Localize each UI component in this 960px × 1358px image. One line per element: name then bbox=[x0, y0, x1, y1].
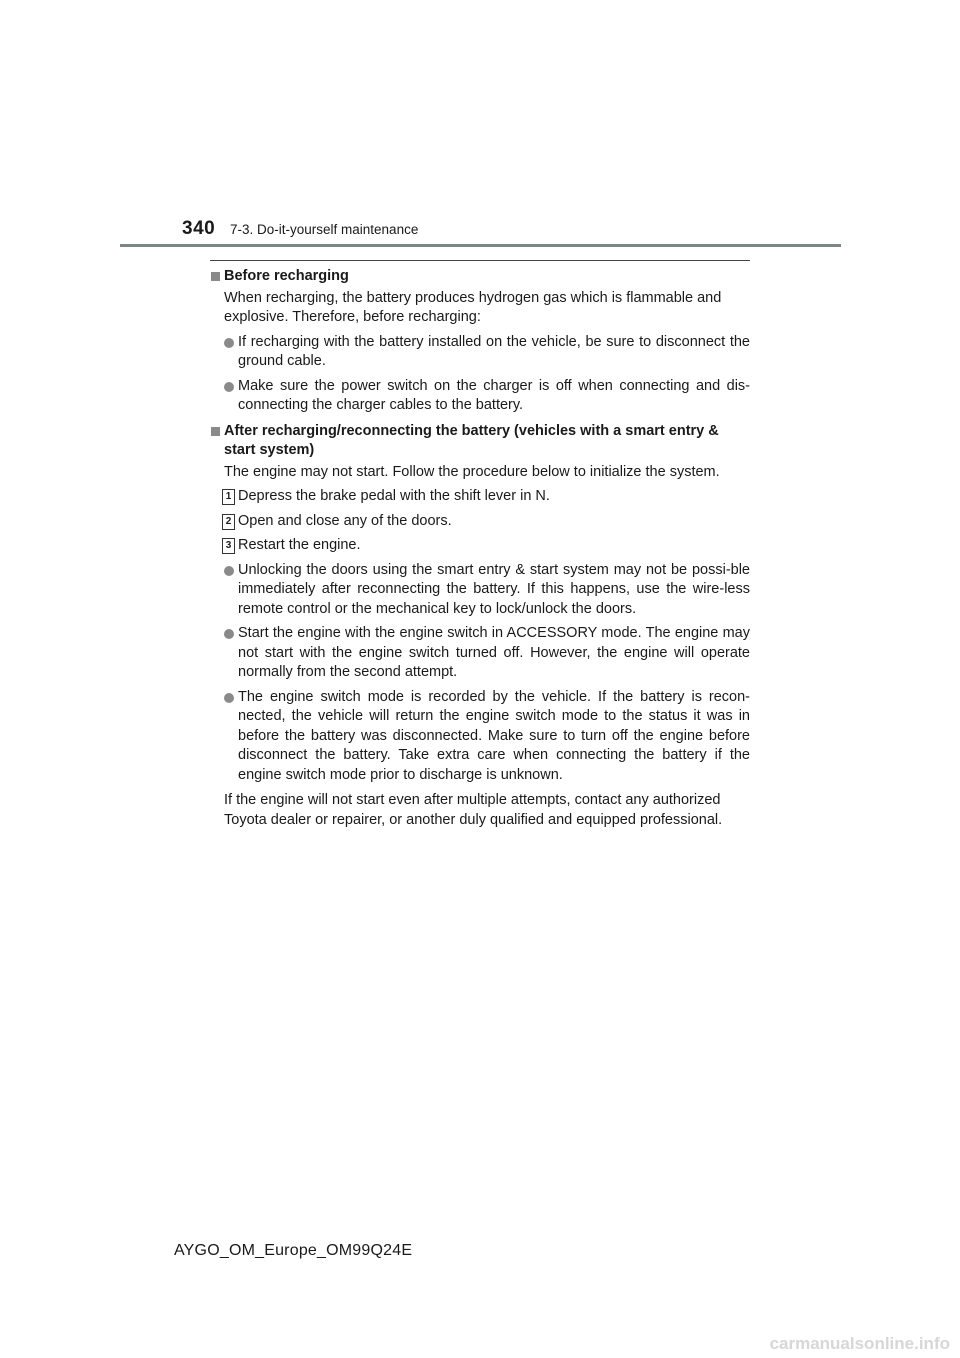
step-number-badge: 3 bbox=[222, 538, 235, 554]
section-heading-text: After recharging/reconnecting the battery (vehicles with a smart entry & start system) bbox=[224, 422, 719, 458]
list-item-text: If recharging with the battery installed on the vehicle, be sure to disconnect the ground cable. bbox=[238, 333, 750, 369]
page-content bbox=[210, 260, 750, 830]
circle-bullet-icon bbox=[224, 693, 234, 703]
list-item-text: Start the engine with the engine switch in ACCESSORY mode. The engine may not start with the engine switch turned off. However, the engine will operate normally from the second attempt. bbox=[238, 625, 750, 680]
content-top-rule bbox=[210, 260, 750, 261]
list-item bbox=[210, 688, 750, 786]
page-number: 340 bbox=[182, 218, 216, 239]
section-heading-after-recharging bbox=[210, 422, 750, 461]
document-code: AYGO_OM_Europe_OM99Q24E bbox=[174, 1242, 413, 1259]
step-number-badge: 1 bbox=[222, 489, 235, 505]
square-bullet-icon bbox=[211, 272, 220, 281]
circle-bullet-icon bbox=[224, 338, 234, 348]
section-heading-text: Before recharging bbox=[224, 268, 349, 284]
step-item bbox=[210, 512, 750, 532]
step-item bbox=[210, 536, 750, 556]
list-item bbox=[210, 377, 750, 416]
list-item-text: Unlocking the doors using the smart entry & start system may not be possi-ble immediately after reconnecting the battery. If this happens, use the wire-less remote control or the mechanical key to lock/unlock the doors. bbox=[238, 561, 750, 617]
section-title: 7-3. Do-it-yourself maintenance bbox=[230, 222, 419, 237]
step-text: Depress the brake pedal with the shift lever in N. bbox=[238, 488, 550, 504]
step-text: Open and close any of the doors. bbox=[238, 512, 452, 529]
step-number-badge: 2 bbox=[222, 514, 235, 530]
step-item bbox=[210, 487, 750, 507]
paragraph: When recharging, the battery produces hydrogen gas which is flammable and explosive. Therefore, before recharging: bbox=[224, 289, 722, 325]
list-item bbox=[210, 624, 750, 683]
list-item bbox=[210, 333, 750, 372]
circle-bullet-icon bbox=[224, 382, 234, 392]
list-item-text: Make sure the power switch on the charger is off when connecting and dis-connecting the charger cables to the battery. bbox=[238, 377, 750, 413]
section-heading-before-recharging bbox=[210, 267, 750, 287]
list-item-text: The engine switch mode is recorded by the vehicle. If the battery is recon-nected, the vehicle will return the engine switch mode to the status it was in before the battery was disconnected. Make sure to turn off the engine before disconnect the battery. Take extra care when connecting the battery if the engine switch mode prior to discharge is unknown. bbox=[238, 688, 750, 783]
circle-bullet-icon bbox=[224, 566, 234, 576]
paragraph: The engine may not start. Follow the procedure below to initialize the system. bbox=[224, 463, 720, 480]
header-rule bbox=[120, 244, 841, 247]
square-bullet-icon bbox=[211, 427, 220, 436]
circle-bullet-icon bbox=[224, 629, 234, 639]
step-text: Restart the engine. bbox=[238, 537, 361, 553]
watermark: carmanualsonline.info bbox=[769, 1334, 950, 1353]
closing-paragraph: If the engine will not start even after multiple attempts, contact any authorized Toyota dealer or repairer, or another duly qualified and equipped professional. bbox=[224, 792, 723, 828]
list-item bbox=[210, 561, 750, 620]
